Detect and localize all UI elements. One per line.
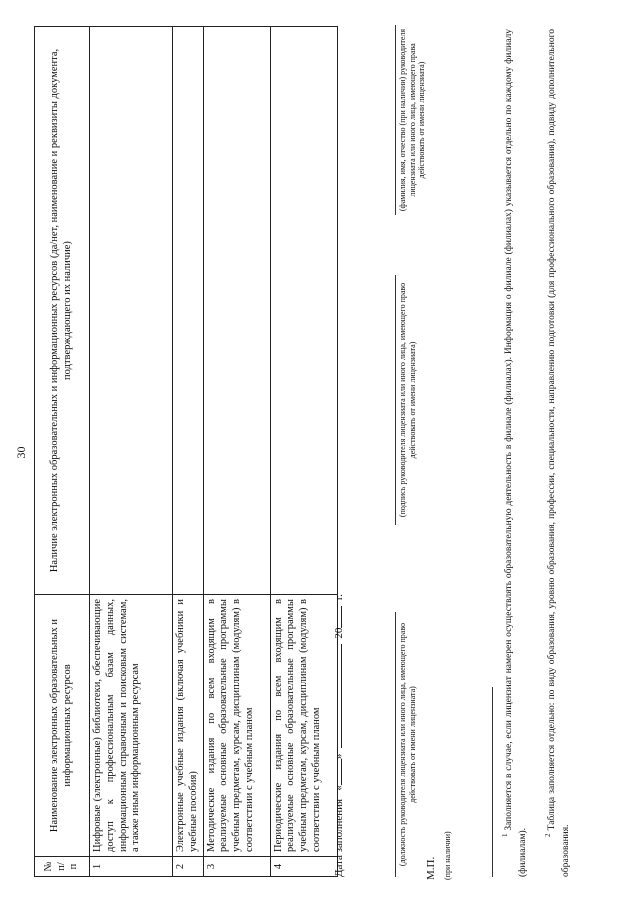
electronic-resources-table bbox=[34, 26, 338, 877]
table-header-row bbox=[35, 27, 90, 877]
day-blank[interactable] bbox=[341, 759, 342, 785]
stamp-label: М.П. bbox=[425, 856, 437, 880]
row-resource-name: Методические издания по всем входящим в реализуемые основные образовательные программы учебным предметам, курсам, дисциплинам (модулям) в соответствии с учебным планом bbox=[203, 595, 270, 857]
row-number: 4 bbox=[270, 857, 337, 877]
fill-date-label: Дата заполнения bbox=[333, 798, 345, 877]
row-resource-name: Периодические издания по всем входящим в реализуемые основные образовательные программы учебным предметам, курсам, дисциплинам (модулям) в соответствии с учебным планом bbox=[270, 595, 337, 857]
row-resource-name: Цифровые (электронные) библиотеки, обеспечивающие доступ к профессиональным базам данных, информационным справочным и поисковым системам, а также иным информационным ресурсам bbox=[90, 595, 173, 857]
table-row bbox=[173, 27, 204, 877]
year-blank[interactable] bbox=[341, 606, 342, 628]
stamp-note: (при наличии) bbox=[443, 831, 452, 880]
header-resource-name: Наименование электронных образовательных и информационных ресурсов bbox=[35, 595, 90, 857]
row-availability-cell[interactable] bbox=[203, 27, 270, 595]
row-number: 2 bbox=[173, 857, 204, 877]
row-resource-name: Электронные учебные издания (включая учебники и учебные пособия) bbox=[173, 595, 204, 857]
signature-line: (подпись руководителя лицензиата или иного лица, имеющего право действовать от имени лицензиата) bbox=[395, 275, 417, 525]
page-number: 30 bbox=[14, 446, 28, 459]
full-name-signature-line: (фамилия, имя, отчество (при наличии) руководителя лицензиата или иного лица, имеющего права действовать от имени лицензиата) bbox=[395, 25, 427, 215]
table-row bbox=[270, 27, 337, 877]
table-row bbox=[203, 27, 270, 877]
footnote-2: $^2$ Таблица заполняется отдельно: по виду образования, уровню образования, профессии, специальности, направлению подготовки (для профессионального образования), подвиду дополнительного образования. bbox=[544, 29, 571, 877]
row-availability-cell[interactable] bbox=[90, 27, 173, 595]
footnote-1: $^1$ Заполняется в случае, если лицензиат намерен осуществлять образовательную деятельность в филиале (филиалах). Информация о филиале (филиалах) указывается отдельно по каждому филиалу (филиалам). bbox=[501, 29, 528, 877]
fill-date-line: Дата заполнения «» 20 г. bbox=[333, 594, 345, 877]
row-availability-cell[interactable] bbox=[173, 27, 204, 595]
header-availability: Наличие электронных образовательных и информационных ресурсов (да/нет, наименование и реквизиты документа, подтверждающего их наличие) bbox=[35, 27, 90, 595]
header-number: № п/п bbox=[35, 857, 90, 877]
table-row bbox=[90, 27, 173, 877]
position-signature-line: (должность руководителя лицензиата или иного лица, имеющего право действовать от имени лицензиата) bbox=[395, 612, 417, 877]
row-number: 1 bbox=[90, 857, 173, 877]
month-blank[interactable] bbox=[341, 644, 342, 748]
row-availability-cell[interactable] bbox=[270, 27, 337, 595]
footnote-rule bbox=[492, 687, 493, 877]
row-number: 3 bbox=[203, 857, 270, 877]
